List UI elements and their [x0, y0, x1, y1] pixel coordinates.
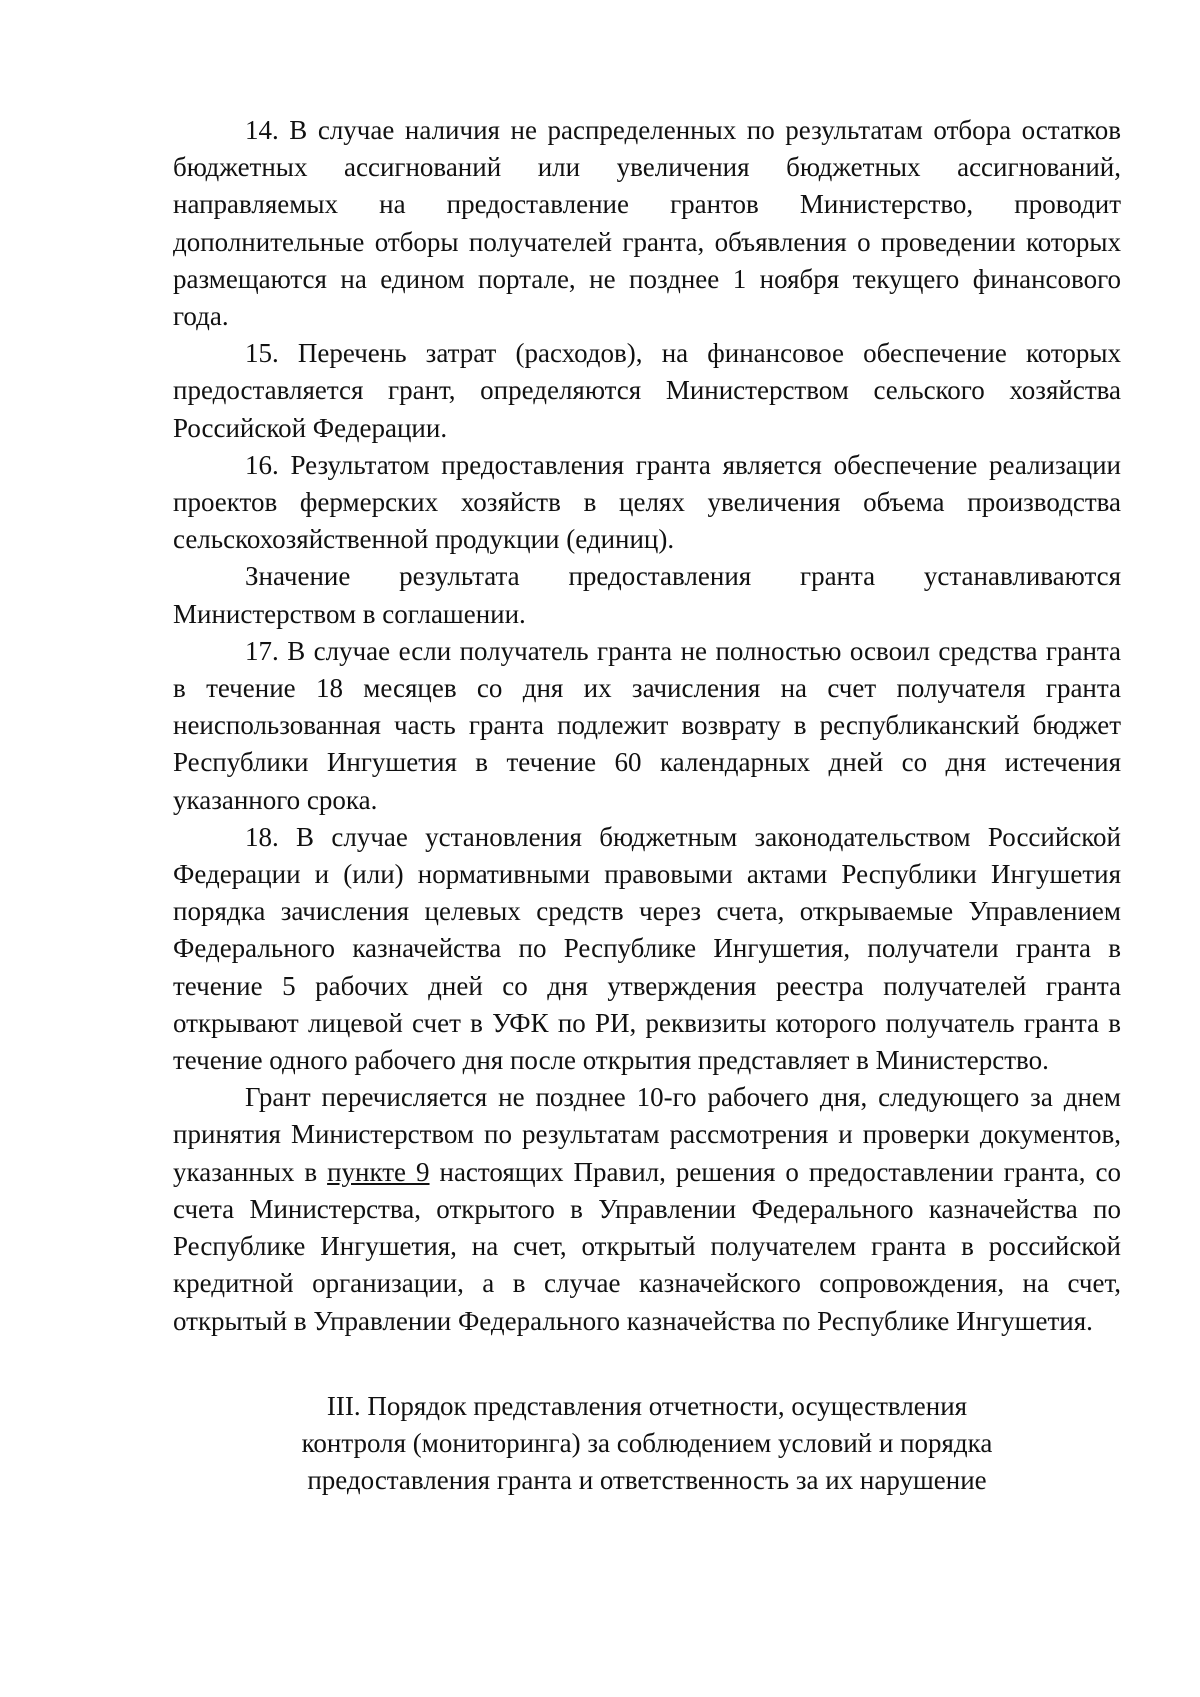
section-heading-line-3: предоставления гранта и ответственность за их нарушение — [307, 1464, 987, 1495]
paragraph-15: 15. Перечень затрат (расходов), на финансовое обеспечение которых предоставляется грант, определяются Министерством сельского хозяйства Российской Федерации. — [173, 338, 1121, 443]
paragraph-16-result-value: Значение результата предоставления гранта устанавливаются Министерством в соглашении. — [173, 561, 1121, 629]
paragraph-16: 16. Результатом предоставления гранта является обеспечение реализации проектов фермерских хозяйств в целях увеличения объема производства сельскохозяйственной продукции (единиц). — [173, 449, 1121, 555]
paragraph-grant-transfer — [173, 1079, 1121, 1339]
clause-9-link[interactable]: пункте 9 — [327, 1156, 430, 1187]
document-page — [173, 112, 1121, 1499]
section-heading-iii — [267, 1388, 1027, 1499]
paragraph-18: 18. В случае установления бюджетным законодательством Российской Федерации и (или) нормативными правовыми актами Республики Ингушетия порядка зачисления целевых средств через счета, открываемые Управлением Федерального казначейства по Республике Ингушетия, получатели гранта в течение 5 рабочих дней со дня утверждения реестра получателей гранта открывают лицевой счет в УФК по РИ, реквизиты которого получатель гранта в течение одного рабочего дня после открытия представляет в Министерство. — [173, 821, 1121, 1076]
paragraph-17: 17. В случае если получатель гранта не полностью освоил средства гранта в течение 18 месяцев со дня их зачисления на счет получателя гранта неиспользованная часть гранта подлежит возврату в республиканский бюджет Республики Ингушетия в течение 60 календарных дней со дня истечения указанного срока. — [173, 635, 1121, 815]
paragraph-14: 14. В случае наличия не распределенных по результатам отбора остатков бюджетных ассигнований или увеличения бюджетных ассигнований, направляемых на предоставление грантов Министерство, проводит дополнительные отборы получателей гранта, объявления о проведении которых размещаются на едином портале, не позднее 1 ноября текущего финансового года. — [173, 115, 1121, 332]
section-heading-line-1: III. Порядок представления отчетности, осуществления — [326, 1390, 968, 1421]
grant-transfer-text-end: настоящих Правил, решения о предоставлении гранта, со счета Министерства, открытого в Управлении Федерального казначейства по Республике Ингушетия, на счет, открытый получателем гранта в российской кредитной организации, а в случае казначейского сопровождения, на счет, открытый в Управлении Федерального казначейства по Республике Ингушетия. — [173, 1156, 1121, 1336]
grant-transfer-text-start: Грант перечисляется не позднее 10-го рабочего дня, следующего за днем принятия Министерством по результатам рассмотрения и проверки документов, указанных в — [173, 1082, 1121, 1187]
section-heading-line-2: контроля (мониторинга) за соблюдением условий и порядка — [301, 1427, 993, 1458]
